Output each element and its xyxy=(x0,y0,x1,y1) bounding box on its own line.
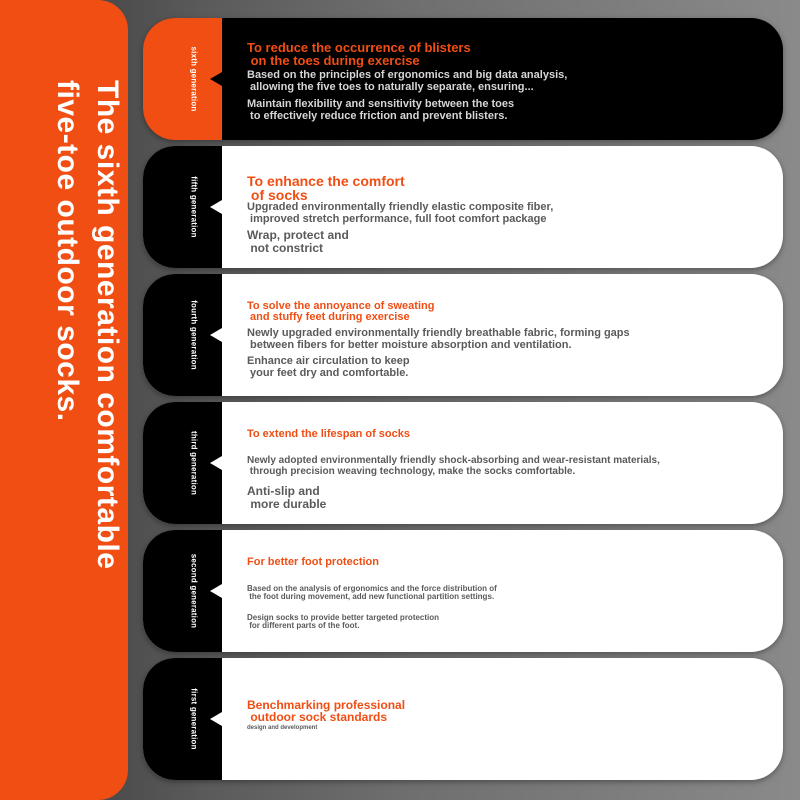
generation-note: Design socks to provide better targeted protection for different parts of the foot. xyxy=(247,613,440,631)
generation-description: Newly adopted environmentally friendly shock-absorbing and wear-resistant materials, through precision weaving technology, make the socks comfortable. xyxy=(247,455,660,477)
generation-tab xyxy=(143,402,222,524)
generation-tab xyxy=(143,146,222,268)
banner-title: The sixth generation comfortable five-toe outdoor socks. xyxy=(51,80,124,570)
generation-headline: Benchmarking professional outdoor sock standards xyxy=(247,698,406,724)
generation-content xyxy=(247,658,759,780)
generation-label: second generation xyxy=(189,553,199,629)
generation-tab xyxy=(143,530,222,652)
generation-card-third xyxy=(143,402,783,524)
generation-headline: To extend the lifespan of socks xyxy=(247,428,410,440)
generation-headline: To solve the annoyance of sweating and stuffy feet during exercise xyxy=(247,300,435,323)
pointer-arrow-icon xyxy=(210,456,222,470)
generation-headline: To enhance the comfort of socks xyxy=(247,173,405,203)
generation-label: third generation xyxy=(189,430,199,496)
generation-label: fourth generation xyxy=(189,300,199,370)
generation-content xyxy=(247,530,759,652)
side-banner xyxy=(0,0,128,800)
generation-description: Newly upgraded environmentally friendly breathable fabric, forming gaps between fibers for better moisture absorption and ventilation. xyxy=(247,327,630,351)
generation-note: Maintain flexibility and sensitivity between the toes to effectively reduce friction and prevent blisters. xyxy=(247,98,515,122)
generation-content xyxy=(247,146,759,268)
generation-note: Enhance air circulation to keep your feet dry and comfortable. xyxy=(247,355,410,379)
generation-description: Based on the analysis of ergonomics and the force distribution of the foot during movement, add new functional partition settings. xyxy=(247,584,497,602)
pointer-arrow-icon xyxy=(210,72,222,86)
generation-card-second xyxy=(143,530,783,652)
generation-content xyxy=(247,402,759,524)
generation-label: fifth generation xyxy=(189,176,199,238)
generation-card-sixth xyxy=(143,18,783,140)
generation-description: design and development xyxy=(247,725,318,731)
generation-note: Anti-slip and more durable xyxy=(247,484,327,511)
generation-note: Wrap, protect and not constrict xyxy=(247,228,349,255)
generation-card-first xyxy=(143,658,783,780)
pointer-arrow-icon xyxy=(210,712,222,726)
generation-headline: For better foot protection xyxy=(247,556,379,568)
generation-content xyxy=(247,18,759,140)
pointer-arrow-icon xyxy=(210,200,222,214)
pointer-arrow-icon xyxy=(210,328,222,342)
generation-content xyxy=(247,274,759,396)
generation-card-fourth xyxy=(143,274,783,396)
generation-tab xyxy=(143,18,222,140)
generation-card-fifth xyxy=(143,146,783,268)
pointer-arrow-icon xyxy=(210,584,222,598)
generation-tab xyxy=(143,274,222,396)
generation-label: sixth generation xyxy=(189,46,199,112)
generation-label: first generation xyxy=(189,688,199,750)
generation-headline: To reduce the occurrence of blisters on the toes during exercise xyxy=(247,40,471,68)
generation-tab xyxy=(143,658,222,780)
generation-description: Based on the principles of ergonomics and big data analysis, allowing the five toes to naturally separate, ensuring... xyxy=(247,69,568,93)
generation-description: Upgraded environmentally friendly elastic composite fiber, improved stretch performance, full foot comfort package xyxy=(247,201,554,225)
